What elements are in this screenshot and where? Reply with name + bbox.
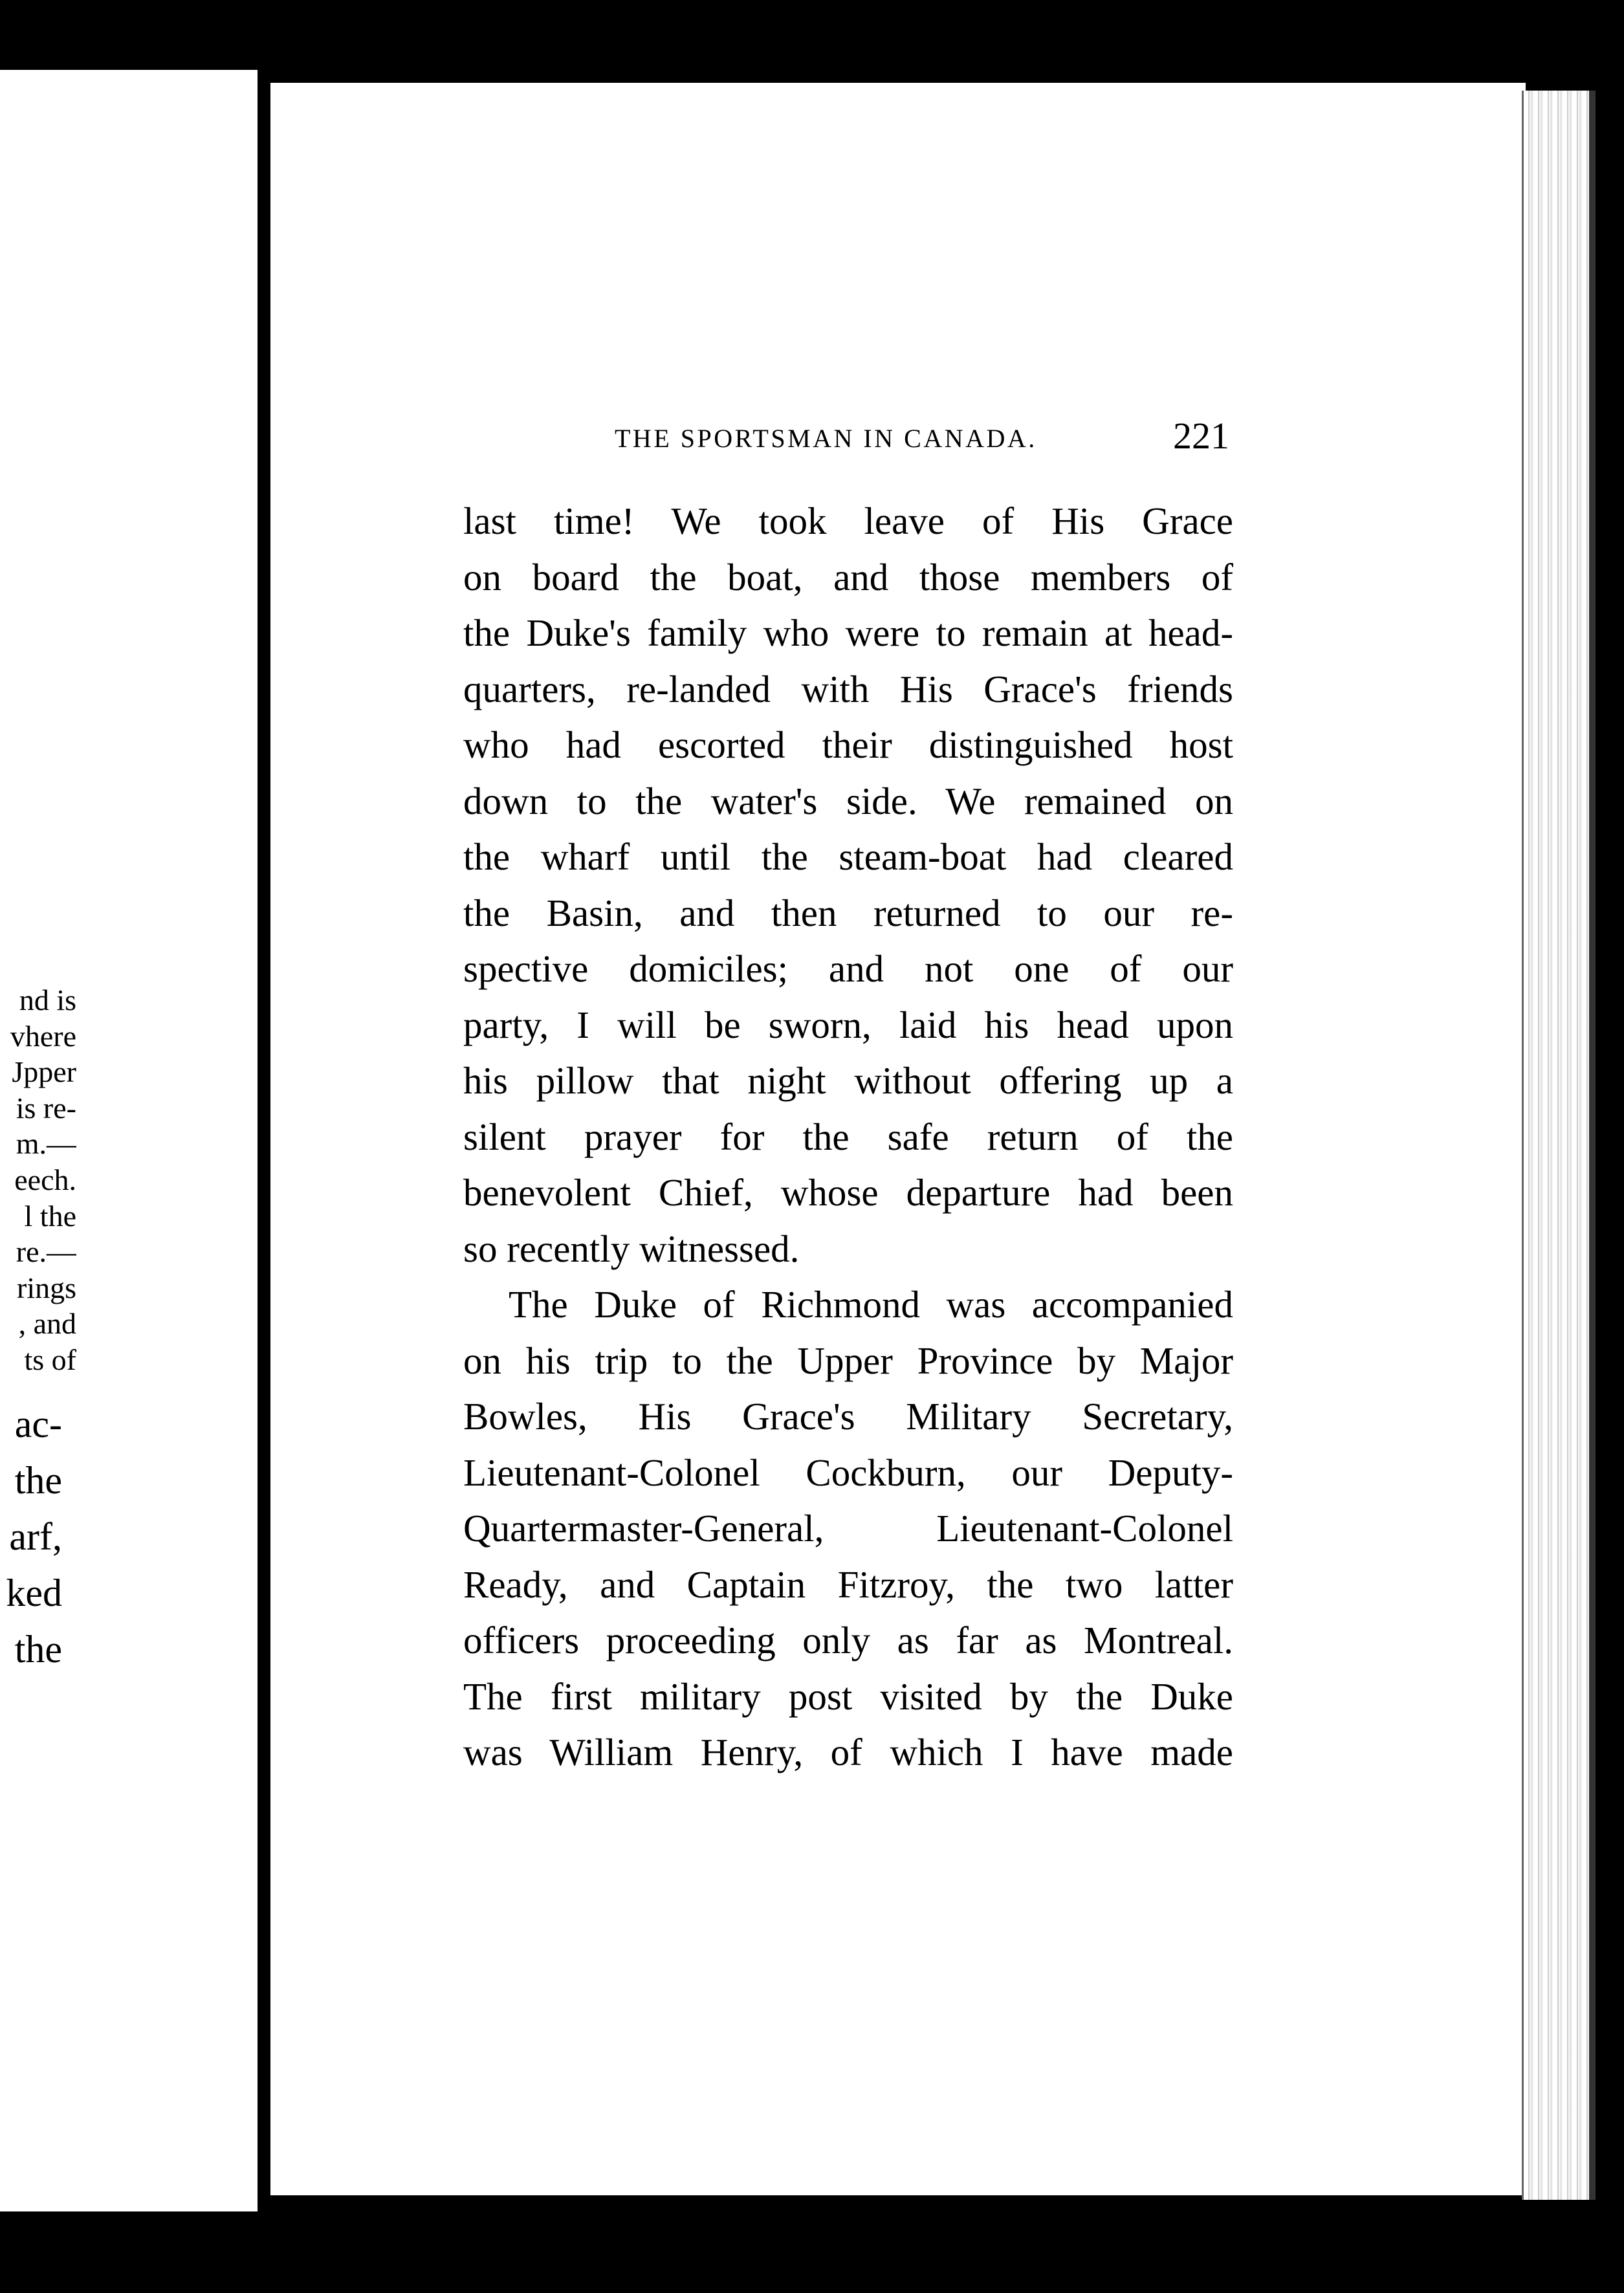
text-line: who had escorted their distinguished host xyxy=(463,723,1233,766)
facing-page-line: vhere xyxy=(10,1019,76,1053)
text-line: party, I will be sworn, laid his head upon xyxy=(463,1003,1233,1046)
facing-page-line: , and xyxy=(18,1307,76,1341)
facing-page-line: arf, xyxy=(9,1515,62,1558)
facing-page-line: ts of xyxy=(24,1343,76,1376)
text-line: last time! We took leave of His Grace xyxy=(463,499,1233,542)
text-line: Bowles, His Grace's Military Secretary, xyxy=(463,1395,1233,1438)
facing-page-line: Jpper xyxy=(12,1055,76,1089)
text-line: so recently witnessed. xyxy=(463,1227,800,1270)
running-title: THE SPORTSMAN IN CANADA. xyxy=(615,424,1037,453)
facing-page-line: ked xyxy=(6,1572,62,1614)
facing-page-line: is re- xyxy=(16,1091,76,1125)
text-line: spective domiciles; and not one of our xyxy=(463,947,1233,990)
text-line: on his trip to the Upper Province by Major xyxy=(463,1339,1233,1382)
text-line: The first military post visited by the Duke xyxy=(463,1674,1233,1718)
facing-page-line: ac- xyxy=(14,1403,62,1445)
text-line: Quartermaster-General, Lieutenant-Colonel xyxy=(463,1507,1233,1550)
body-text xyxy=(463,493,1233,1781)
text-line: The Duke of Richmond was accompanied xyxy=(509,1283,1233,1326)
page-edges xyxy=(1522,91,1592,2200)
text-line: benevolent Chief, whose departure had been xyxy=(463,1171,1233,1214)
facing-page-line: m.— xyxy=(16,1127,76,1161)
text-line: silent prayer for the safe return of the xyxy=(463,1115,1233,1158)
facing-page-text-lower xyxy=(0,1396,62,1678)
page-edge-shadow xyxy=(1589,91,1596,2200)
text-line: his pillow that night without offering up a xyxy=(463,1059,1233,1102)
text-line: the Basin, and then returned to our re- xyxy=(463,891,1233,934)
text-line: the Duke's family who were to remain at head- xyxy=(463,611,1233,654)
text-line: down to the water's side. We remained on xyxy=(463,779,1233,822)
text-line: quarters, re-landed with His Grace's friends xyxy=(463,667,1233,710)
facing-page-line: l the xyxy=(24,1199,76,1233)
facing-page-line: rings xyxy=(17,1271,76,1304)
text-line: the wharf until the steam-boat had cleared xyxy=(463,835,1233,878)
running-head xyxy=(615,414,1229,466)
facing-page-line: the xyxy=(14,1459,62,1502)
book-gutter xyxy=(258,70,268,2211)
facing-page-line: nd is xyxy=(19,983,76,1016)
text-line: was William Henry, of which I have made xyxy=(463,1731,1233,1773)
text-line: officers proceeding only as far as Montreal. xyxy=(463,1619,1233,1662)
facing-page-text-upper xyxy=(0,982,76,1378)
facing-page-line: the xyxy=(14,1628,62,1671)
text-line: Ready, and Captain Fitzroy, the two latter xyxy=(463,1563,1233,1606)
page-number: 221 xyxy=(1173,415,1229,457)
facing-page-line: re.— xyxy=(16,1235,76,1269)
text-line: on board the boat, and those members of xyxy=(463,555,1233,598)
facing-page-line: eech. xyxy=(14,1163,76,1196)
text-line: Lieutenant-Colonel Cockburn, our Deputy- xyxy=(463,1451,1233,1494)
